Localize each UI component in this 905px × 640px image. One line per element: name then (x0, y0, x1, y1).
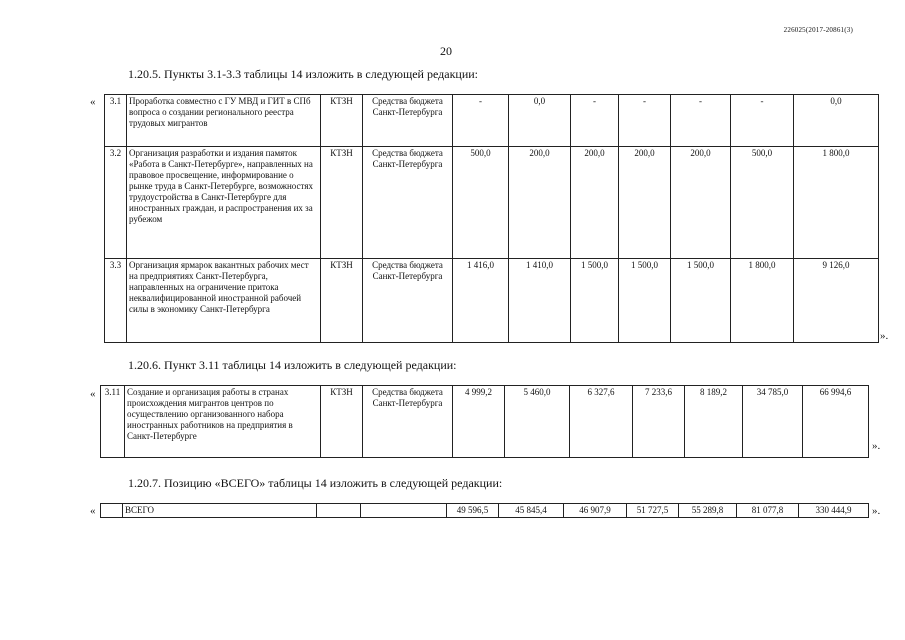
row-number: 3.3 (105, 259, 127, 343)
row-value: 1 500,0 (619, 259, 671, 343)
table-row (105, 259, 879, 343)
section-heading-1-20-6: 1.20.6. Пункт 3.11 таблицы 14 изложить в следующей редакции: (128, 358, 457, 372)
total-value: 45 845,4 (499, 504, 564, 518)
row-value: 0,0 (509, 95, 571, 147)
table-items-3-1-3-3 (104, 94, 879, 343)
row-executor: КТЗН (321, 259, 363, 343)
row-total: 9 126,0 (794, 259, 879, 343)
page-number: 20 (440, 44, 452, 58)
row-value: 1 500,0 (671, 259, 731, 343)
row-value: 7 233,6 (633, 386, 685, 458)
row-value: 4 999,2 (453, 386, 505, 458)
row-value: 200,0 (619, 147, 671, 259)
table-row (105, 147, 879, 259)
close-quote: ». (872, 505, 881, 517)
total-value: 81 077,8 (737, 504, 799, 518)
row-total: 1 800,0 (794, 147, 879, 259)
section-heading-1-20-7: 1.20.7. Позицию «ВСЕГО» таблицы 14 изложить в следующей редакции: (128, 476, 503, 490)
row-value: 34 785,0 (743, 386, 803, 458)
table-row (101, 386, 869, 458)
row-description: Организация ярмарок вакантных рабочих мест на предприятиях Санкт-Петербурга, направленных на ограничение притока неквалифицированной иностранной рабочей силы в экономику Санкт-Петербурга (127, 259, 321, 343)
empty-cell (317, 504, 361, 518)
row-funding-source: Средства бюджета Санкт-Петербурга (363, 259, 453, 343)
row-value: - (731, 95, 794, 147)
row-number: 3.11 (101, 386, 125, 458)
total-value: 55 289,8 (679, 504, 737, 518)
row-value: 6 327,6 (570, 386, 633, 458)
total-value: 46 907,9 (564, 504, 627, 518)
open-quote: « (90, 505, 96, 517)
row-executor: КТЗН (321, 147, 363, 259)
row-value: 500,0 (453, 147, 509, 259)
row-funding-source: Средства бюджета Санкт-Петербурга (363, 95, 453, 147)
row-value: - (671, 95, 731, 147)
row-description: Проработка совместно с ГУ МВД и ГИТ в СПб вопроса о создании регионального реестра трудовых мигрантов (127, 95, 321, 147)
row-executor: КТЗН (321, 386, 363, 458)
row-number: 3.1 (105, 95, 127, 147)
row-value: - (619, 95, 671, 147)
row-value: 1 410,0 (509, 259, 571, 343)
row-value: 500,0 (731, 147, 794, 259)
total-value: 51 727,5 (627, 504, 679, 518)
row-description: Организация разработки и издания памяток «Работа в Санкт-Петербурге», направленных на правовое просвещение, информирование о рынке труда в Санкт-Петербурге, возможностях трудоустройства в Санкт-Петербурге для иностранных граждан, и распространения их за рубежом (127, 147, 321, 259)
row-total: 0,0 (794, 95, 879, 147)
row-value: 8 189,2 (685, 386, 743, 458)
open-quote: « (90, 388, 96, 400)
row-value: 200,0 (671, 147, 731, 259)
table-total (100, 503, 869, 518)
row-value: 200,0 (571, 147, 619, 259)
row-executor: КТЗН (321, 95, 363, 147)
empty-cell (101, 504, 123, 518)
row-description: Создание и организация работы в странах происхождения мигрантов центров по осуществлению организованного набора иностранных работников на предприятия в Санкт-Петербурге (125, 386, 321, 458)
row-value: 5 460,0 (505, 386, 570, 458)
row-value: - (571, 95, 619, 147)
row-value: 200,0 (509, 147, 571, 259)
row-value: - (453, 95, 509, 147)
document-id: 226025(2017-20861(3) (783, 26, 853, 34)
section-heading-1-20-5: 1.20.5. Пункты 3.1-3.3 таблицы 14 изложить в следующей редакции: (128, 67, 478, 81)
total-value: 330 444,9 (799, 504, 869, 518)
table-row (105, 95, 879, 147)
open-quote: « (90, 96, 96, 108)
row-value: 1 416,0 (453, 259, 509, 343)
total-label: ВСЕГО (123, 504, 317, 518)
total-value: 49 596,5 (447, 504, 499, 518)
row-number: 3.2 (105, 147, 127, 259)
row-value: 1 800,0 (731, 259, 794, 343)
empty-cell (361, 504, 447, 518)
row-funding-source: Средства бюджета Санкт-Петербурга (363, 147, 453, 259)
close-quote: ». (880, 330, 889, 342)
table-row (101, 504, 869, 518)
row-funding-source: Средства бюджета Санкт-Петербурга (363, 386, 453, 458)
table-item-3-11 (100, 385, 869, 458)
row-total: 66 994,6 (803, 386, 869, 458)
row-value: 1 500,0 (571, 259, 619, 343)
close-quote: ». (872, 440, 881, 452)
